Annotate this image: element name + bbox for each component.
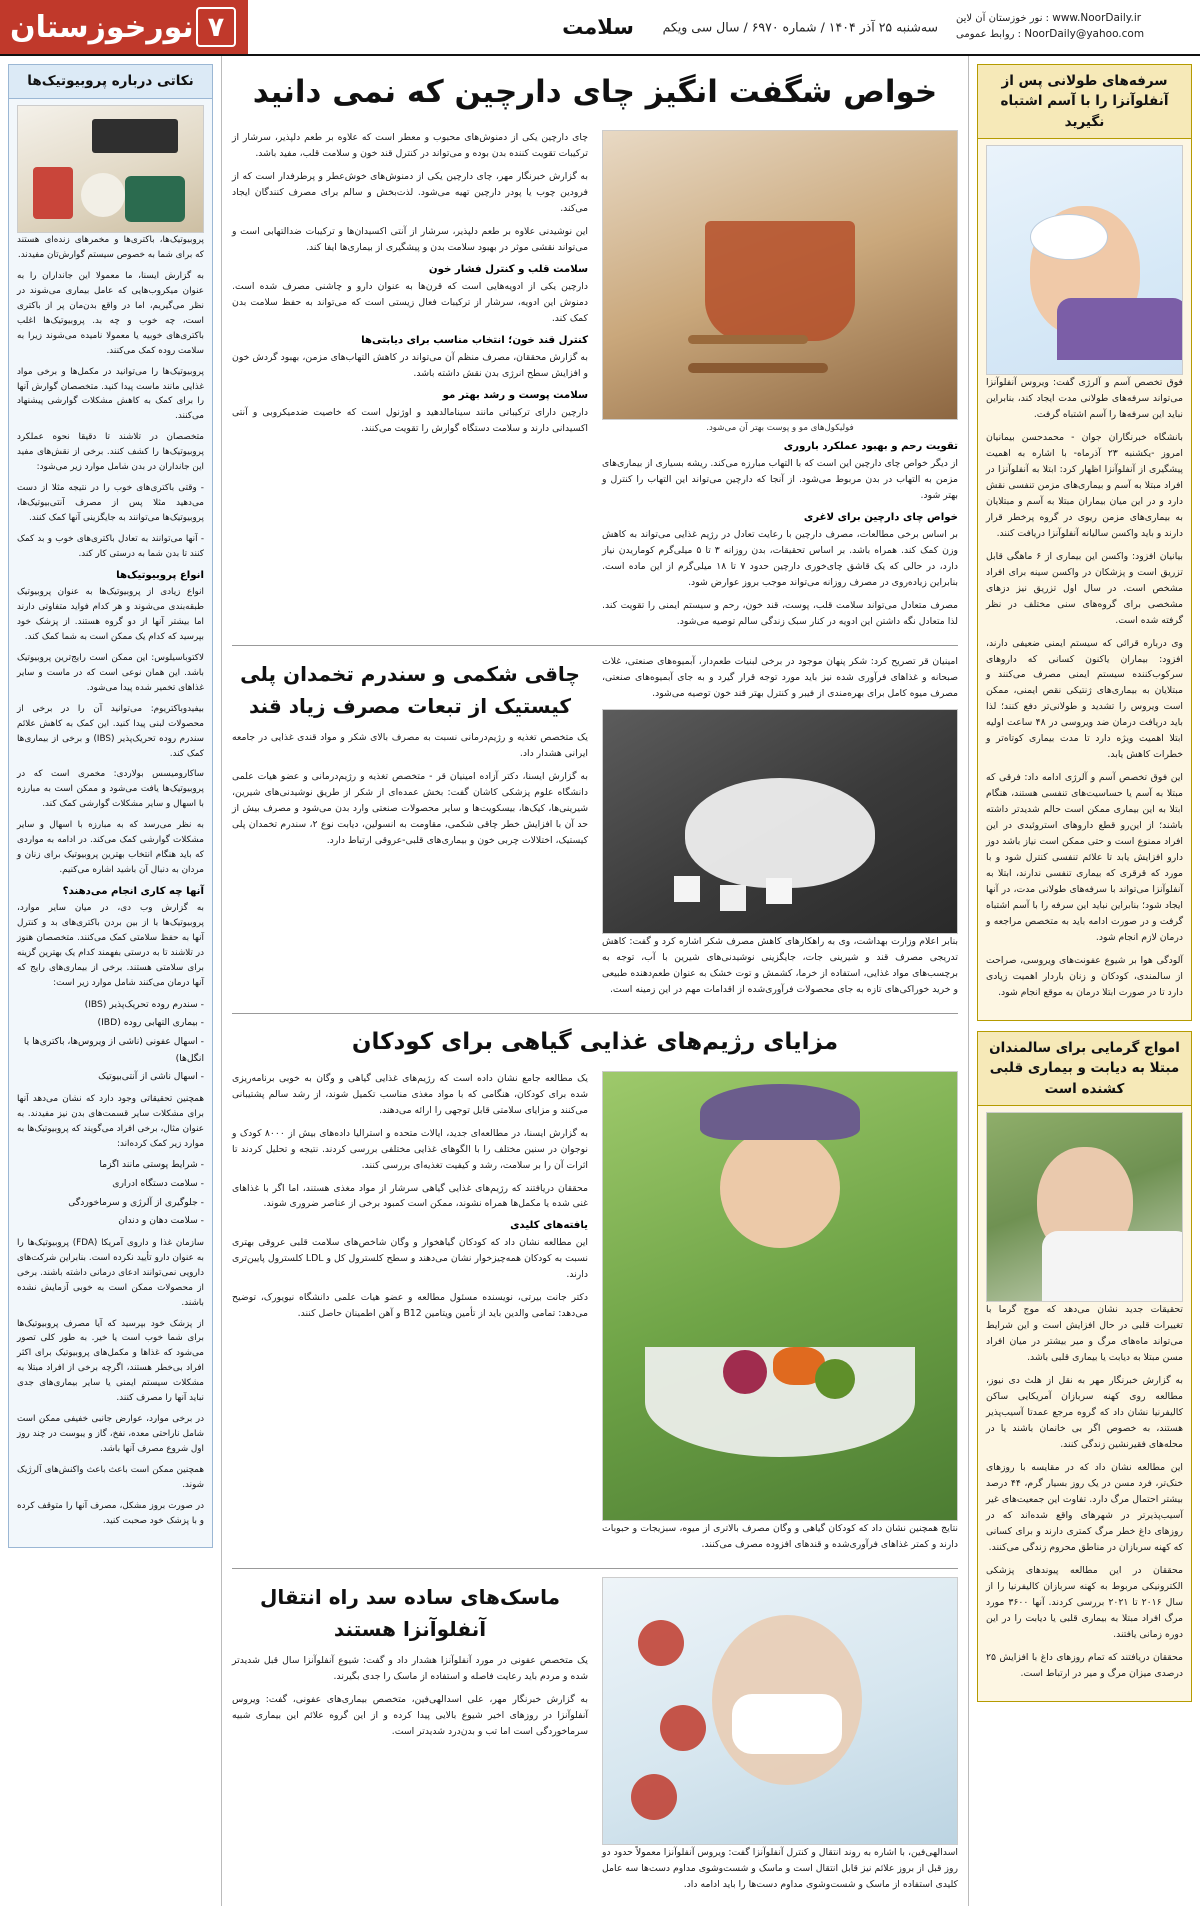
- page-grid: [0, 56, 1200, 1890]
- issue-line: سه‌شنبه ۲۵ آذر ۱۴۰۴ / شماره ۶۹۷۰ / سال سی ویکم: [662, 19, 938, 35]
- tea-sub-7: سلامت پوست و رشد بهتر مو: [442, 389, 588, 401]
- child-vegetables-photo: [602, 1071, 958, 1521]
- site-label: نور خوزستان آن لاین :: [956, 13, 1050, 25]
- right-sidebar: [968, 56, 1200, 1906]
- kids-headline: مزایای رژیم‌های غذایی گیاهی برای کودکان: [351, 1028, 839, 1055]
- tea-article-left-col: [602, 130, 958, 637]
- masthead-center: [248, 0, 948, 54]
- probio-para-24: از پزشک خود بپرسید که آیا مصرف پروبیوتیک‌ها برای شما خوب است یا خیر. به طور کلی تصور می‌شود که غذاها و مکمل‌های پروبیوتیک برای اکثر افراد بی‌خطر هستند، اگرچه برخی از افراد مبتلا به مشکلات سیستم ایمنی یا سایر بیماری‌های جدی نباید آنها را مصرف کنند.: [17, 1318, 204, 1404]
- list-item: - شرایط پوستی مانند اگزما: [99, 1159, 204, 1171]
- mask-photo-col: [602, 1577, 958, 1900]
- probio-para-27: در صورت بروز مشکل، مصرف آنها را متوقف کرده و با پزشک خود صحبت کنید.: [17, 1500, 204, 1526]
- tea-article-right-col: [232, 130, 588, 637]
- mask-headline: ماسک‌های ساده سد راه انتقال آنفلوآنزا هستند: [259, 1584, 561, 1641]
- divider-1: [232, 645, 958, 646]
- newspaper-logo: نورخوزستان: [10, 9, 194, 45]
- heatwave-headline: امواج گرمایی برای سالمندان مبتلا به دیابت و بیماری قلبی کشنده است: [978, 1032, 1191, 1106]
- sugar-article: [232, 654, 958, 1005]
- heat-para-3: محققان در این مطالعه پیوندهای پزشکی الکترونیکی مربوط به کهنه سربازان کالیفرنیا را از سال ۲۰۱۶ تا ۲۰۲۱ بررسی کردند. آنها ۳۶۰۰ مورد مرگ افراد مبتلا به بیماری قلبی یا دیابت را در این دوره زمانی یافتند.: [986, 1564, 1183, 1640]
- probio-para-7: انواع زیادی از پروبیوتیک‌ها به عنوان پروبیوتیک طبقه‌بندی می‌شوند و هر کدام فواید متفاوتی دارند اما بیشتر آنها از دو گروه هستند. از پزشک خود بپرسید که کدام یک ممکن است به شما کمک کند.: [17, 586, 204, 642]
- elderly-man-photo: [986, 1112, 1183, 1302]
- list-item: - سندرم روده تحریک‌پذیر (IBS): [84, 998, 204, 1010]
- list-item: - سلامت دستگاه ادراری: [112, 1178, 204, 1190]
- list-item: - اسهال عفونی (ناشی از ویروس‌ها، باکتری‌ها یا انگل‌ها): [23, 1035, 204, 1064]
- mask-para-2: اسدالهی‌فین، با اشاره به روند انتقال و کنترل آنفلوآنزا گفت: ویروس آنفلوآنزا معمولاً حدود دو روز قبل از بروز علائم نیز قابل انتقال است و ماسک و شست‌وشوی مداوم دست‌ها سه عامل کلیدی استفاده از ماسک و شست‌وشوی مداوم دست‌ها را باید ادامه داد.: [602, 1846, 958, 1890]
- probio-para-26: همچنین ممکن است باعث باعث واکنش‌های آلرژیک شوند.: [17, 1465, 204, 1491]
- email-address: NoorDaily@yahoo.com: [1024, 28, 1145, 40]
- kids-para-5: نتایج همچنین نشان داد که کودکان گیاهی و وگان مصرف بالاتری از میوه، سبزیجات و حبوبات دارند و کمتر غذاهای فرآوری‌شده و قندهای افزوده مصرف می‌کنند.: [602, 1522, 958, 1550]
- tea-right-1: به گزارش خبرنگار مهر، چای دارچین یکی از دمنوش‌های خوش‌عطر و پرطرفدار است که از فرودین چوب یا پودر دارچین تهیه می‌شود. لذت‌بخش و سالم برای مصرف کنندگان ایجاد می‌کند.: [232, 171, 588, 214]
- kids-para-4: این مطالعه نشان داد که کودکان گیاهخوار و وگان شاخص‌های سلامت قلبی عروقی بهتری نسبت به کودکان همه‌چیزخوار نشان می‌دهند و سطح کلسترول کل و LDL کلسترول پایین‌تری دارند.: [232, 1237, 588, 1281]
- tea-right-6: دارچین دارای ترکیباتی مانند سینامالدهید و اوژنول است که خاصیت ضدمیکروبی و آنتی اکسیدانی دارند و سلامت دستگاه گوارش را تقویت می‌کنند.: [232, 406, 588, 434]
- probiotic-foods-photo: [17, 105, 204, 233]
- probio-para-4: - وقتی باکتری‌های خوب را در نتیجه مثلا از دست می‌دهید مثلا پس از مصرف آنتی‌بیوتیک‌ها، پروبیوتیک‌ها می‌توانند به جایگزینی آنها کمک کنند.: [17, 483, 204, 524]
- probiotic-conditions-list: [17, 997, 204, 1086]
- mask-para-0: یک متخصص عفونی در مورد آنفلوآنزا هشدار داد و گفت: شیوع آنفلوآنزا سال قبل شدیدتر شده و مردم باید رعایت فاصله و استفاده از ماسک را جدی بگیرند.: [232, 1654, 588, 1682]
- mask-para-1: به گزارش خبرنگار مهر، علی اسدالهی‌فین، متخصص بیماری‌های عفونی، گفت: ویروس آنفلوآنزا در روزهای اخیر شیوع بالایی پیدا کرده و از این گروه علائم این بیماری شبیه سرماخوردگی است اما تب و بدن‌درد شدیدتر است.: [232, 1693, 588, 1737]
- tea-right-4: دارچین یکی از ادویه‌هایی است که قرن‌ها به عنوان دارو و چاشنی مصرف شده است. دمنوش این ادویه، سرشار از ترکیبات فعال زیستی است که می‌تواند به حفظ سلامت بدن کمک کند.: [232, 280, 588, 324]
- tea-sub-6: کنترل قند خون؛ انتخاب مناسب برای دیابتی‌ها: [361, 334, 588, 346]
- main-headline: خواص شگفت انگیز چای دارچین که نمی دانید: [252, 74, 938, 110]
- heat-para-1: به گزارش خبرنگار مهر به نقل از هلث دی نیوز، مطالعه روی کهنه سربازان آمریکایی ساکن کالیفرنیا نشان داد که گروه مرجع عمدتا آسیب‌پذیر هستند، به خصوص اگر بی خانمان باشند یا در محله‌های فقیرنشین زندگی کنند.: [986, 1374, 1183, 1450]
- list-item: - جلوگیری از آلرژی و سرماخوردگی: [68, 1196, 204, 1208]
- list-item: - اسهال ناشی از آنتی‌بیوتیک: [98, 1071, 204, 1083]
- divider-2: [232, 1013, 958, 1014]
- probio-para-13: به گزارش وب دی، در میان سایر موارد، پروبیوتیک‌ها با از بین بردن باکتری‌های بد و کنترل آنها به حفظ سلامتی کمک می‌کنند. متخصصان هنوز در تلاشند تا به درستی بفهمند کدام یک بهترین گزینه برای سلامتی هستند. برخی از بیماری‌های رایج که آنها درمان می‌کنند شامل موارد زیر است:: [17, 903, 204, 988]
- tea-sub-4: تقویت رحم و بهبود عملکرد باروری: [783, 441, 958, 453]
- page-number: ۷: [196, 7, 236, 47]
- tea-article-top: [232, 130, 958, 637]
- divider-3: [232, 1568, 958, 1569]
- mask-article: [232, 1577, 958, 1900]
- probio-para-1: به گزارش ایسنا، ما معمولا این جانداران را به عنوان میکروب‌هایی که عامل بیماری می‌شوند در نظر می‌گیریم، اما در واقع بدن‌مان پر از باکتری است، چه خوب و چه بد. پروبیوتیک‌ها اغلب باکتری‌های خوبیه یا معمولا نامیده می‌شوند زیرا به سلامت روده کمک می‌کنند.: [17, 270, 204, 356]
- sugar-photo-col: [602, 654, 958, 1005]
- tea-sub-5: سلامت قلب و کنترل فشار خون: [428, 263, 588, 275]
- probio-para-11: به نظر می‌رسد که به مبارزه با اسهال و سایر مشکلات گوارشی کمک می‌کند. در ادامه به مواردی که باید هنگام انتخاب بهترین پروبیوتیک برای زنان و مردان به دنبال آن باشید اشاره می‌کنیم.: [17, 820, 204, 876]
- probiotics-headline: نکاتی درباره پروبیوتیک‌ها: [9, 65, 212, 99]
- flu-para-0: فوق تخصص آسم و آلرژی گفت: ویروس آنفلوآنزا می‌تواند سرفه‌های طولانی مدت ایجاد کند، بنابراین نباید این سرفه‌ها را آسم اشتباه گرفت.: [986, 376, 1183, 420]
- probio-para-2: پروبیوتیک‌ها را می‌توانید در مکمل‌ها و برخی مواد غذایی مانند ماست پیدا کنید. متخصصان گوارش آنها را برای کمک به کاهش مشکلات گوارشی پیشنهاد می‌کنند.: [17, 366, 204, 422]
- left-sidebar: [0, 56, 222, 1906]
- tea-sub-3: خواص چای دارچین برای لاغری: [803, 512, 958, 523]
- kids-sub-key-findings: یافته‌های کلیدی: [510, 1220, 588, 1232]
- main-content: [222, 56, 968, 1906]
- probio-para-0: پروبیوتیک‌ها، باکتری‌ها و مخمرهای زنده‌ای هستند که برای شما به خصوص سیستم گوارش‌تان مفیدند.: [17, 234, 204, 260]
- child-mask-photo: [602, 1577, 958, 1845]
- flu-para-2: بیانیان افزود: واکسن این بیماری از ۶ ماهگی قابل تزریق است و پزشکان در واکسن سینه برای افراد مشخص است. در سال اول تزریق نیز دزهای مشخصی برای گروه‌های سنی مختلف در نظر گرفته شده است.: [986, 550, 1183, 626]
- probio-sub-types: انواع پروبیوتیک‌ها: [116, 569, 204, 581]
- probio-sub-what-they-do: آنها چه کاری انجام می‌دهند؟: [62, 886, 204, 898]
- article-heatwave: [977, 1031, 1192, 1701]
- sugar-para-1: به گزارش ایسنا، دکتر آزاده امینیان قر - متخصص تغذیه و رژیم‌درمانی و عضو هیات علمی دانشگاه علوم پزشکی کاشان گفت: بخش عمده‌ای از شکر از طریق نوشیدنی‌های شیرین، شیرینی‌ها، کیک‌ها، بیسکویت‌ها و سایر محصولات صنعتی وارد بدن می‌شود و مصرف بیش از حد آن با افزایش خطر چاقی شکمی، مقاومت به انسولین، دیابت نوع ۲، سندرم تخمدان پلی کیستیک، اختلالات چربی خون و بیماری‌های قلبی-عروقی ارتباط دارد.: [232, 770, 588, 846]
- section-title: سلامت: [562, 15, 634, 39]
- probio-para-9: بیفیدوباکتریوم: می‌توانید آن را در برخی از محصولات لبنی پیدا کنید. این کمک به کاهش علائم سندرم روده تحریک‌پذیر (IBS) و برخی از بیماری‌ها کمک کند.: [17, 703, 205, 759]
- kids-para-2: محققان دریافتند که رژیم‌های غذایی گیاهی سرشار از مواد مغذی هستند، اما اگر با غذاهای غنی شده یا مکمل‌ها همراه نشوند، ممکن است کمبود برخی از عناصر ضروری شوند.: [232, 1182, 588, 1210]
- tea-right-0: چای دارچین یکی از دمنوش‌های محبوب و معطر است که علاوه بر طعم دلپذیر، سرشار از ترکیبات تقویت کننده بدن بوده و می‌تواند در کنترل قند خون و سلامت قلب، مفید باشد.: [232, 132, 588, 160]
- sugar-para-0: یک متخصص تغذیه و رژیم‌درمانی نسبت به مصرف بالای شکر و مواد قندی غذایی در جامعه ایرانی هشدار داد.: [232, 731, 588, 759]
- list-item: - بیماری التهابی روده (IBD): [97, 1017, 204, 1029]
- flu-para-3: وی درباره قرائی که سیستم ایمنی ضعیفی دارند، افزود: بیماران یاکنون کسانی که داروهای سرکوب‌کننده سیستم ایمنی مصرف می‌کنند و مبتلایان به بیماری‌های ژنتیکی نقص ایمنی، ممکن است ویروس را تشدید و طولانی‌تر دفع کنند؛ لذا باید دریافت درمان ضد ویروسی در ۴۸ ساعت اولیه ابتلا اهمیت ویژه دارد تا مدت بیماری کوتاه‌تر و خطرات کاهش یابد.: [986, 637, 1183, 761]
- heat-para-2: این مطالعه نشان داد که در مقایسه با روزهای خنک‌تر، فرد مسن در یک روز بسیار گرم، ۴۴ درصد بیشتر احتمال مرگ دارد. تفاوت این جمعیت‌های غیر آسیب‌پذیرتر در شهرهای واقع شده‌اند که در روزهای داغ خطر مرگ کمتری دارند و برای کسانی که کهنه سربازان در مناطق محروم زندگی می‌کنند.: [986, 1461, 1184, 1553]
- tea-photo-caption: فولیکول‌های مو و پوست بهتر آن می‌شود.: [706, 423, 854, 434]
- masthead-logo: [0, 0, 248, 54]
- site-url: www.NoorDaily.ir: [1052, 12, 1142, 25]
- probio-para-18: همچنین تحقیقاتی وجود دارد که نشان می‌دهد آنها برای مشکلات سایر قسمت‌های بدن نیز مفیدند. به عنوان مثال، برخی افراد می‌گویند که پروبیوتیک‌ها به موارد زیر کمک کرده‌اند:: [17, 1093, 204, 1149]
- sugar-para-3: بنابر اعلام وزارت بهداشت، وی به راهکارهای کاهش مصرف شکر اشاره کرد و گفت: کاهش تدریجی مصرف قند و شیرینی جات، جایگزینی نوشیدنی‌های شیرین با آب، توجه به برچسب‌های مواد غذایی، استفاده از خرما، کشمش و توت خشک به عنوان طعم‌دهنده طبیعی و خرید خوراکی‌های تازه به جای محصولات فرآوری‌شده از اقدامات مهم در این زمینه است.: [602, 935, 958, 995]
- kids-para-6: دکتر جانت بیرتی، نویسنده مسئول مطالعه و عضو هیات علمی دانشگاه نیویورک، توضیح می‌دهد: تمامی والدین باید از تأمین ویتامین B12 و آهن اطمینان حاصل کنند.: [232, 1292, 588, 1320]
- kids-para-0: یک مطالعه جامع نشان داده است که رژیم‌های غذایی گیاهی و وگان به خوبی برنامه‌ریزی شده برای کودکان، هنگامی که با مواد مغذی مناسب تکمیل شوند، از رشد سالم پشتیبانی می‌کنند و مزایای سلامتی قابل توجهی را ارائه می‌دهند.: [232, 1072, 588, 1116]
- kids-para-1: به گزارش ایسنا، در مطالعه‌ای جدید، ایالات متحده و استرالیا داده‌های بیش از ۸۰۰۰ کودک و نوجوان در سنین مختلف را با الگوهای غذایی مختلفی بررسی کردند. نتیجه و تحلیل کردند تا اثرات آن را بر سلامت، رشد و کیفیت تغذیه‌ای بررسی کنند.: [232, 1127, 589, 1171]
- article-flu-cough: [977, 64, 1192, 1021]
- heat-para-0: تحقیقات جدید نشان می‌دهد که موج گرما با تغییرات قلبی در حال افزایش است و این شرایط می‌تواند ماه‌های مرگ و میر بیشتر در میان افراد مسن مبتلا به دیابت یا بیماری قلبی باشد.: [986, 1303, 1183, 1363]
- mask-text-col: [232, 1577, 588, 1900]
- flu-para-1: بانشگاه خبرنگاران جوان - محمدحسن بیمانیان امروز -یکشنبه ۲۳ آذرماه- با اشاره به اهمیت پیشگیری از آنفلوآنزا اظهار کرد: ابتلا به آنفلوآنزا در افراد مبتلا به آسم و بیماری‌های مزمن تنفسی نقش دارد و در این میان بیماران مبتلا به آسم و مبتلایان به بیماری‌های مزمن ریوی در گروه پرخطر قرار دارند و باید واکسن سالیانه آنفلوآنزا دریافت کنند.: [986, 431, 1183, 539]
- sugar-bowl-photo: [602, 709, 958, 934]
- probio-para-25: در برخی موارد، عوارض جانبی خفیفی ممکن است شامل ناراحتی معده، نفخ، گاز و یبوست در چند روز اول شروع مصرف آنها باشد.: [17, 1414, 204, 1455]
- probio-para-10: ساکارومیسس بولاردی: مخمری است که در پروبیوتیک‌ها یافت می‌شود و ممکن است به مبارزه با اسهال و سایر مشکلات گوارشی کمک کند.: [17, 769, 204, 810]
- tea-mid-4: از دیگر خواص چای دارچین این است که با التهاب مبارزه می‌کند. ریشه بسیاری از بیماری‌های مزمن به التهاب در بدن مربوط می‌شود. از آنجا که دارچین می‌تواند این التهاب را کنترل و بهتر شود.: [602, 458, 958, 502]
- cinnamon-tea-photo: [602, 130, 958, 420]
- kids-article: [232, 1071, 958, 1560]
- article-probiotics: [8, 64, 213, 1548]
- tea-right-2: این نوشیدنی علاوه بر طعم دلپذیر، سرشار از آنتی اکسیدان‌ها و ترکیبات ضدالتهابی است و می‌تواند نقشی موثر در بهبود سلامت بدن و پیشگیری از بیماری‌ها ایفا کند.: [232, 225, 588, 253]
- sick-child-illustration: [986, 145, 1183, 375]
- sugar-text-col: [232, 654, 588, 1005]
- sugar-headline: چاقی شکمی و سندرم تخمدان پلی کیستیک از تبعات مصرف زیاد قند: [240, 661, 580, 718]
- email-label: روابط عمومی :: [956, 29, 1022, 40]
- heat-para-4: محققان دریافتند که تمام روزهای داغ با افزایش ۲۵ درصدی میزان مرگ و میر در ارتباط است.: [986, 1651, 1183, 1679]
- flu-para-4: این فوق تخصص آسم و آلرژی ادامه داد: فرقی که مبتلا به آسم یا حساسیت‌های تنفسی هستند، هنگام ابتلا به این بیماری ممکن است حالم شدیدتر داشته باشند؛ از این‌رو قطع داروهای استروئیدی در این افراد ممنوع است و حتی ممکن است نیاز باشد دوز دارو افزایش یابد تا علائم تنفسی کنترل شود و با مورد که قرقری که بیماری تنفسی ندارند، ابتلا به آنفلوآنزا می‌تواند با سرفه‌های طولانی مدت، در آنها ایجاد شود؛ بنابراین نباید این سرفه را با آسم اشتباه گرفت و در صورت ادامه باید به متخصص مراجعه و درمان لازم انجام شود.: [986, 772, 1183, 944]
- flu-cough-headline: سرفه‌های طولانی پس از آنفلوآنزا را با آسم اشتباه نگیرید: [978, 65, 1191, 139]
- list-item: - سلامت دهان و دندان: [118, 1215, 204, 1227]
- tea-mid-3: بر اساس برخی مطالعات، مصرف دارچین با رعایت تعادل در رژیم غذایی می‌تواند به کاهش وزن کمک کند. همراه باشد. بر اساس تحقیقات، بدن روزانه ۳ تا ۵ میلی‌گرم کوماریدن نیاز دارد، در حالی که یک قاشق چای‌خوری دارچین حدود ۷ تا ۱۸ میلی‌گرم از این ماده است. بنابراین زیاده‌روی در مصرف روزانه می‌تواند موجب بروز عوارض شود.: [602, 529, 958, 588]
- probiotic-benefits-list: [17, 1157, 204, 1229]
- masthead-contact: [948, 0, 1200, 54]
- sugar-para-2: امینیان قر تصریح کرد: شکر پنهان موجود در برخی لبنیات طعم‌دار، آبمیوه‌های صنعتی، غلات صبحانه و غذاهای فرآوری شده نیز باید مورد توجه قرار گیرد و به جای آبمیوه‌های صنعتی، مصرف میوه کامل برای بهره‌مندی از فیبر و کنترل بهتر قند خون توصیه می‌شود.: [602, 655, 958, 699]
- flu-para-5: آلودگی هوا بر شیوع عفونت‌های ویروسی، صراحت از سالمندی، کودکان و زنان باردار اهمیت زیادی دارد تا در صورت ابتلا درمان به موقع انجام شود.: [986, 955, 1183, 999]
- kids-photo-col: [602, 1071, 958, 1560]
- masthead: [0, 0, 1200, 56]
- probio-para-3: متخصصان در تلاشند تا دقیقا نحوه عملکرد پروبیوتیک‌ها را کشف کنند. برخی از نقش‌های مفید این جانداران در بدن شامل موارد زیر می‌شود:: [17, 432, 204, 473]
- probio-para-5: - آنها می‌توانند به تعادل باکتری‌های خوب و بد کمک کنند تا بدن شما به درستی کار کند.: [17, 534, 204, 560]
- kids-text-col: [232, 1071, 588, 1560]
- probio-para-23: سازمان غذا و داروی آمریکا (FDA) پروبیوتیک‌ها را به عنوان دارو تأیید نکرده است. بنابراین شرکت‌های دارویی نمی‌توانند ادعای درمانی داشته باشند. برخی از محصولات ممکن است به خوبی آزمایش نشده باشند.: [17, 1237, 204, 1308]
- probio-para-8: لاکتوباسیلوس: این ممکن است رایج‌ترین پروبیوتیک باشد. این همان نوعی است که در ماست و سایر غذاهای تخمیر شده پیدا می‌شود.: [17, 652, 204, 693]
- tea-mid-5: مصرف متعادل می‌تواند سلامت قلب، پوست، قند خون، رحم و سیستم ایمنی را تقویت کند. لذا متعادل نگه داشتن این ادویه در کنار سبک زندگی سالم توصیه می‌شود.: [602, 599, 958, 627]
- tea-right-5: به گزارش محققان، مصرف منظم آن می‌تواند در کاهش التهاب‌های مزمن، بهبود گردش خون و افزایش سطح انرژی بدن نقش داشته باشد.: [232, 351, 588, 379]
